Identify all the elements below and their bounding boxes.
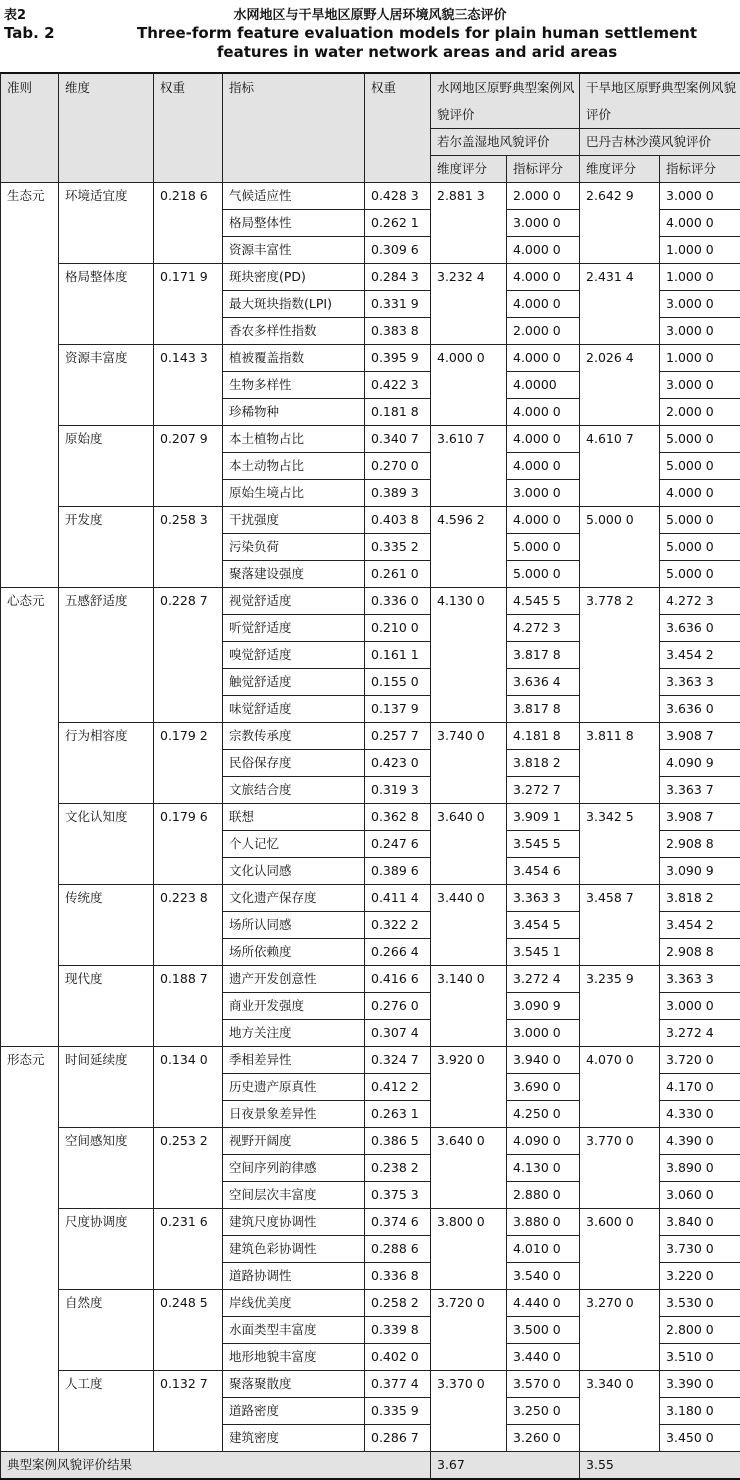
indicator-cell: 地形地貌丰富度 [223, 1344, 365, 1371]
header-arid-case: 巴丹吉林沙漠风貌评价 [580, 129, 740, 156]
header-water-case: 若尔盖湿地风貌评价 [431, 129, 580, 156]
water-indicator-score-cell: 3.000 0 [507, 210, 580, 237]
indicator-cell: 格局整体性 [223, 210, 365, 237]
indicator-weight-cell: 0.340 7 [365, 426, 431, 453]
arid-indicator-score-cell: 4.170 0 [660, 1074, 740, 1101]
arid-indicator-score-cell: 3.818 2 [660, 885, 740, 912]
dimension-cell: 时间延续度 [59, 1047, 154, 1128]
table-row [1, 1371, 740, 1398]
arid-indicator-score-cell: 4.272 3 [660, 588, 740, 615]
indicator-cell: 最大斑块指数(LPI) [223, 291, 365, 318]
indicator-cell: 聚落建设强度 [223, 561, 365, 588]
arid-dimension-score-cell: 3.600 0 [580, 1209, 660, 1290]
water-indicator-score-cell: 3.817 8 [507, 642, 580, 669]
indicator-weight-cell: 0.412 2 [365, 1074, 431, 1101]
indicator-cell: 本土动物占比 [223, 453, 365, 480]
water-indicator-score-cell: 4.000 0 [507, 345, 580, 372]
water-dimension-score-cell: 3.800 0 [431, 1209, 507, 1290]
water-dimension-score-cell: 4.596 2 [431, 507, 507, 588]
arid-dimension-score-cell: 3.340 0 [580, 1371, 660, 1452]
dimension-cell: 资源丰富度 [59, 345, 154, 426]
dimension-cell: 人工度 [59, 1371, 154, 1452]
arid-indicator-score-cell: 3.000 0 [660, 993, 740, 1020]
water-indicator-score-cell: 4.545 5 [507, 588, 580, 615]
arid-indicator-score-cell: 3.000 0 [660, 318, 740, 345]
water-indicator-score-cell: 3.880 0 [507, 1209, 580, 1236]
water-indicator-score-cell: 3.250 0 [507, 1398, 580, 1425]
table-title-en: Three-form feature evaluation models for plain human settlement features in water network areas and arid areas [112, 24, 722, 62]
arid-dimension-score-cell: 3.811 8 [580, 723, 660, 804]
indicator-cell: 季相差异性 [223, 1047, 365, 1074]
water-indicator-score-cell: 4.010 0 [507, 1236, 580, 1263]
indicator-cell: 空间序列韵律感 [223, 1155, 365, 1182]
arid-indicator-score-cell: 3.890 0 [660, 1155, 740, 1182]
water-indicator-score-cell: 3.090 9 [507, 993, 580, 1020]
indicator-weight-cell: 0.374 6 [365, 1209, 431, 1236]
arid-indicator-score-cell: 3.454 2 [660, 912, 740, 939]
arid-dimension-score-cell: 4.610 7 [580, 426, 660, 507]
dimension-weight-cell: 0.228 7 [154, 588, 223, 723]
indicator-cell: 嗅觉舒适度 [223, 642, 365, 669]
dimension-cell: 现代度 [59, 966, 154, 1047]
dimension-weight-cell: 0.143 3 [154, 345, 223, 426]
indicator-cell: 听觉舒适度 [223, 615, 365, 642]
arid-indicator-score-cell: 4.330 0 [660, 1101, 740, 1128]
indicator-weight-cell: 0.247 6 [365, 831, 431, 858]
arid-dimension-score-cell: 2.642 9 [580, 183, 660, 264]
water-indicator-score-cell: 3.545 5 [507, 831, 580, 858]
dimension-weight-cell: 0.188 7 [154, 966, 223, 1047]
indicator-weight-cell: 0.238 2 [365, 1155, 431, 1182]
arid-dimension-score-cell: 3.458 7 [580, 885, 660, 966]
water-dimension-score-cell: 3.140 0 [431, 966, 507, 1047]
dimension-weight-cell: 0.248 5 [154, 1290, 223, 1371]
table-number-en: Tab. 2 [4, 24, 55, 42]
arid-indicator-score-cell: 5.000 0 [660, 561, 740, 588]
indicator-weight-cell: 0.335 9 [365, 1398, 431, 1425]
arid-indicator-score-cell: 3.510 0 [660, 1344, 740, 1371]
header-water-ind-score: 指标评分 [507, 156, 580, 183]
dimension-cell: 空间感知度 [59, 1128, 154, 1209]
criterion-cell: 生态元 [1, 183, 59, 588]
dimension-cell: 行为相容度 [59, 723, 154, 804]
indicator-weight-cell: 0.322 2 [365, 912, 431, 939]
water-indicator-score-cell: 3.454 5 [507, 912, 580, 939]
indicator-cell: 珍稀物种 [223, 399, 365, 426]
table-body [1, 183, 740, 1480]
header-arid-dim-score: 维度评分 [580, 156, 660, 183]
indicator-cell: 气候适应性 [223, 183, 365, 210]
water-indicator-score-cell: 3.260 0 [507, 1425, 580, 1452]
indicator-weight-cell: 0.270 0 [365, 453, 431, 480]
arid-dimension-score-cell: 5.000 0 [580, 507, 660, 588]
arid-dimension-score-cell: 4.070 0 [580, 1047, 660, 1128]
indicator-weight-cell: 0.339 8 [365, 1317, 431, 1344]
indicator-weight-cell: 0.395 9 [365, 345, 431, 372]
arid-dimension-score-cell: 2.026 4 [580, 345, 660, 426]
water-indicator-score-cell: 4.000 0 [507, 264, 580, 291]
dimension-cell: 开发度 [59, 507, 154, 588]
indicator-weight-cell: 0.403 8 [365, 507, 431, 534]
indicator-cell: 民俗保存度 [223, 750, 365, 777]
water-indicator-score-cell: 3.570 0 [507, 1371, 580, 1398]
arid-indicator-score-cell: 4.090 9 [660, 750, 740, 777]
header-water-group: 水网地区原野典型案例风貌评价 [431, 73, 580, 129]
dimension-weight-cell: 0.179 6 [154, 804, 223, 885]
indicator-weight-cell: 0.210 0 [365, 615, 431, 642]
criterion-cell: 形态元 [1, 1047, 59, 1452]
arid-indicator-score-cell: 3.908 7 [660, 723, 740, 750]
water-dimension-score-cell: 3.640 0 [431, 1128, 507, 1209]
water-indicator-score-cell: 4.0000 [507, 372, 580, 399]
indicator-weight-cell: 0.324 7 [365, 1047, 431, 1074]
arid-indicator-score-cell: 5.000 0 [660, 507, 740, 534]
dimension-cell: 自然度 [59, 1290, 154, 1371]
water-dimension-score-cell: 3.920 0 [431, 1047, 507, 1128]
dimension-weight-cell: 0.134 0 [154, 1047, 223, 1128]
water-indicator-score-cell: 3.454 6 [507, 858, 580, 885]
water-dimension-score-cell: 3.440 0 [431, 885, 507, 966]
total-row [1, 1452, 740, 1480]
indicator-cell: 商业开发强度 [223, 993, 365, 1020]
indicator-cell: 个人记忆 [223, 831, 365, 858]
dimension-weight-cell: 0.231 6 [154, 1209, 223, 1290]
indicator-cell: 历史遗产原真性 [223, 1074, 365, 1101]
water-indicator-score-cell: 4.440 0 [507, 1290, 580, 1317]
total-water-score: 3.67 [431, 1452, 580, 1480]
table-number-cn: 表2 [4, 4, 26, 23]
dimension-cell: 环境适宜度 [59, 183, 154, 264]
water-indicator-score-cell: 4.000 0 [507, 426, 580, 453]
arid-indicator-score-cell: 3.060 0 [660, 1182, 740, 1209]
indicator-weight-cell: 0.383 8 [365, 318, 431, 345]
water-dimension-score-cell: 3.740 0 [431, 723, 507, 804]
water-indicator-score-cell: 2.000 0 [507, 318, 580, 345]
indicator-weight-cell: 0.362 8 [365, 804, 431, 831]
indicator-weight-cell: 0.389 3 [365, 480, 431, 507]
indicator-cell: 污染负荷 [223, 534, 365, 561]
arid-indicator-score-cell: 3.090 9 [660, 858, 740, 885]
indicator-cell: 斑块密度(PD) [223, 264, 365, 291]
indicator-weight-cell: 0.288 6 [365, 1236, 431, 1263]
water-dimension-score-cell: 3.370 0 [431, 1371, 507, 1452]
water-indicator-score-cell: 4.272 3 [507, 615, 580, 642]
indicator-cell: 道路密度 [223, 1398, 365, 1425]
indicator-cell: 植被覆盖指数 [223, 345, 365, 372]
arid-dimension-score-cell: 3.778 2 [580, 588, 660, 723]
indicator-cell: 原始生境占比 [223, 480, 365, 507]
header-indicator-weight: 权重 [365, 73, 431, 183]
dimension-weight-cell: 0.171 9 [154, 264, 223, 345]
table-row [1, 1047, 740, 1074]
indicator-cell: 水面类型丰富度 [223, 1317, 365, 1344]
dimension-cell: 尺度协调度 [59, 1209, 154, 1290]
indicator-weight-cell: 0.284 3 [365, 264, 431, 291]
indicator-weight-cell: 0.161 1 [365, 642, 431, 669]
arid-indicator-score-cell: 3.220 0 [660, 1263, 740, 1290]
water-indicator-score-cell: 4.090 0 [507, 1128, 580, 1155]
indicator-cell: 场所依赖度 [223, 939, 365, 966]
indicator-cell: 建筑密度 [223, 1425, 365, 1452]
criterion-cell: 心态元 [1, 588, 59, 1047]
indicator-cell: 视野开阔度 [223, 1128, 365, 1155]
arid-dimension-score-cell: 3.235 9 [580, 966, 660, 1047]
indicator-cell: 空间层次丰富度 [223, 1182, 365, 1209]
table-row [1, 183, 740, 210]
arid-indicator-score-cell: 4.390 0 [660, 1128, 740, 1155]
table-title-cn: 水网地区与干旱地区原野人居环境风貌三态评价 [0, 4, 740, 23]
arid-indicator-score-cell: 4.000 0 [660, 210, 740, 237]
table-row [1, 1128, 740, 1155]
indicator-weight-cell: 0.276 0 [365, 993, 431, 1020]
dimension-weight-cell: 0.218 6 [154, 183, 223, 264]
dimension-cell: 格局整体度 [59, 264, 154, 345]
water-dimension-score-cell: 3.610 7 [431, 426, 507, 507]
indicator-weight-cell: 0.377 4 [365, 1371, 431, 1398]
header-dimension: 维度 [59, 73, 154, 183]
arid-indicator-score-cell: 3.000 0 [660, 291, 740, 318]
indicator-weight-cell: 0.423 0 [365, 750, 431, 777]
dimension-weight-cell: 0.258 3 [154, 507, 223, 588]
indicator-cell: 本土植物占比 [223, 426, 365, 453]
indicator-cell: 建筑色彩协调性 [223, 1236, 365, 1263]
arid-indicator-score-cell: 3.636 0 [660, 615, 740, 642]
dimension-cell: 文化认知度 [59, 804, 154, 885]
water-dimension-score-cell: 3.640 0 [431, 804, 507, 885]
indicator-weight-cell: 0.307 4 [365, 1020, 431, 1047]
arid-indicator-score-cell: 3.363 3 [660, 669, 740, 696]
water-indicator-score-cell: 4.181 8 [507, 723, 580, 750]
indicator-weight-cell: 0.137 9 [365, 696, 431, 723]
water-indicator-score-cell: 3.000 0 [507, 1020, 580, 1047]
header-arid-ind-score: 指标评分 [660, 156, 740, 183]
table-row [1, 264, 740, 291]
indicator-cell: 地方关注度 [223, 1020, 365, 1047]
header-water-dim-score: 维度评分 [431, 156, 507, 183]
indicator-weight-cell: 0.386 5 [365, 1128, 431, 1155]
indicator-weight-cell: 0.428 3 [365, 183, 431, 210]
water-indicator-score-cell: 3.545 1 [507, 939, 580, 966]
water-indicator-score-cell: 4.130 0 [507, 1155, 580, 1182]
arid-indicator-score-cell: 5.000 0 [660, 453, 740, 480]
indicator-weight-cell: 0.263 1 [365, 1101, 431, 1128]
indicator-cell: 触觉舒适度 [223, 669, 365, 696]
indicator-weight-cell: 0.336 8 [365, 1263, 431, 1290]
water-indicator-score-cell: 3.272 4 [507, 966, 580, 993]
dimension-weight-cell: 0.132 7 [154, 1371, 223, 1452]
arid-indicator-score-cell: 3.180 0 [660, 1398, 740, 1425]
indicator-cell: 香农多样性指数 [223, 318, 365, 345]
indicator-weight-cell: 0.309 6 [365, 237, 431, 264]
arid-indicator-score-cell: 3.000 0 [660, 183, 740, 210]
indicator-weight-cell: 0.181 8 [365, 399, 431, 426]
arid-dimension-score-cell: 3.342 5 [580, 804, 660, 885]
table-row [1, 588, 740, 615]
arid-indicator-score-cell: 3.454 2 [660, 642, 740, 669]
arid-indicator-score-cell: 3.730 0 [660, 1236, 740, 1263]
indicator-weight-cell: 0.422 3 [365, 372, 431, 399]
water-indicator-score-cell: 3.817 8 [507, 696, 580, 723]
water-indicator-score-cell: 4.250 0 [507, 1101, 580, 1128]
water-indicator-score-cell: 3.272 7 [507, 777, 580, 804]
water-indicator-score-cell: 3.690 0 [507, 1074, 580, 1101]
table-row [1, 966, 740, 993]
indicator-cell: 生物多样性 [223, 372, 365, 399]
water-dimension-score-cell: 3.720 0 [431, 1290, 507, 1371]
water-indicator-score-cell: 3.500 0 [507, 1317, 580, 1344]
arid-indicator-score-cell: 3.720 0 [660, 1047, 740, 1074]
arid-dimension-score-cell: 2.431 4 [580, 264, 660, 345]
total-arid-score: 3.55 [580, 1452, 740, 1480]
water-indicator-score-cell: 4.000 0 [507, 291, 580, 318]
arid-indicator-score-cell: 3.000 0 [660, 372, 740, 399]
arid-indicator-score-cell: 3.272 4 [660, 1020, 740, 1047]
header-arid-group: 干旱地区原野典型案例风貌评价 [580, 73, 740, 129]
water-indicator-score-cell: 3.636 4 [507, 669, 580, 696]
indicator-cell: 日夜景象差异性 [223, 1101, 365, 1128]
indicator-cell: 建筑尺度协调性 [223, 1209, 365, 1236]
water-indicator-score-cell: 5.000 0 [507, 561, 580, 588]
arid-dimension-score-cell: 3.770 0 [580, 1128, 660, 1209]
water-indicator-score-cell: 4.000 0 [507, 237, 580, 264]
arid-indicator-score-cell: 5.000 0 [660, 426, 740, 453]
water-dimension-score-cell: 4.000 0 [431, 345, 507, 426]
indicator-weight-cell: 0.258 2 [365, 1290, 431, 1317]
arid-indicator-score-cell: 1.000 0 [660, 264, 740, 291]
dimension-cell: 传统度 [59, 885, 154, 966]
indicator-weight-cell: 0.389 6 [365, 858, 431, 885]
indicator-cell: 聚落聚散度 [223, 1371, 365, 1398]
table-row [1, 507, 740, 534]
water-indicator-score-cell: 3.363 3 [507, 885, 580, 912]
indicator-weight-cell: 0.336 0 [365, 588, 431, 615]
indicator-weight-cell: 0.266 4 [365, 939, 431, 966]
indicator-cell: 道路协调性 [223, 1263, 365, 1290]
arid-indicator-score-cell: 2.908 8 [660, 939, 740, 966]
indicator-weight-cell: 0.257 7 [365, 723, 431, 750]
table-row [1, 804, 740, 831]
indicator-weight-cell: 0.286 7 [365, 1425, 431, 1452]
dimension-weight-cell: 0.179 2 [154, 723, 223, 804]
header-indicator: 指标 [223, 73, 365, 183]
water-indicator-score-cell: 3.818 2 [507, 750, 580, 777]
water-indicator-score-cell: 3.909 1 [507, 804, 580, 831]
arid-indicator-score-cell: 3.390 0 [660, 1371, 740, 1398]
indicator-cell: 联想 [223, 804, 365, 831]
indicator-cell: 资源丰富性 [223, 237, 365, 264]
arid-indicator-score-cell: 3.908 7 [660, 804, 740, 831]
water-indicator-score-cell: 3.440 0 [507, 1344, 580, 1371]
indicator-weight-cell: 0.416 6 [365, 966, 431, 993]
table-row [1, 1209, 740, 1236]
indicator-cell: 岸线优美度 [223, 1290, 365, 1317]
indicator-weight-cell: 0.375 3 [365, 1182, 431, 1209]
indicator-cell: 味觉舒适度 [223, 696, 365, 723]
indicator-weight-cell: 0.402 0 [365, 1344, 431, 1371]
indicator-cell: 遗产开发创意性 [223, 966, 365, 993]
dimension-cell: 五感舒适度 [59, 588, 154, 723]
arid-indicator-score-cell: 3.363 3 [660, 966, 740, 993]
arid-indicator-score-cell: 2.908 8 [660, 831, 740, 858]
indicator-weight-cell: 0.411 4 [365, 885, 431, 912]
water-indicator-score-cell: 3.940 0 [507, 1047, 580, 1074]
indicator-cell: 文化遗产保存度 [223, 885, 365, 912]
indicator-weight-cell: 0.319 3 [365, 777, 431, 804]
indicator-cell: 场所认同感 [223, 912, 365, 939]
header-weight: 权重 [154, 73, 223, 183]
table-row [1, 345, 740, 372]
dimension-weight-cell: 0.223 8 [154, 885, 223, 966]
evaluation-table [0, 72, 740, 1480]
indicator-weight-cell: 0.331 9 [365, 291, 431, 318]
water-dimension-score-cell: 3.232 4 [431, 264, 507, 345]
indicator-cell: 文化认同感 [223, 858, 365, 885]
arid-indicator-score-cell: 3.636 0 [660, 696, 740, 723]
arid-indicator-score-cell: 3.840 0 [660, 1209, 740, 1236]
arid-indicator-score-cell: 2.800 0 [660, 1317, 740, 1344]
table-row [1, 426, 740, 453]
total-label: 典型案例风貌评价结果 [1, 1452, 431, 1480]
arid-dimension-score-cell: 3.270 0 [580, 1290, 660, 1371]
table-row [1, 1290, 740, 1317]
indicator-cell: 文旅结合度 [223, 777, 365, 804]
water-indicator-score-cell: 3.540 0 [507, 1263, 580, 1290]
indicator-cell: 视觉舒适度 [223, 588, 365, 615]
arid-indicator-score-cell: 2.000 0 [660, 399, 740, 426]
water-indicator-score-cell: 4.000 0 [507, 507, 580, 534]
indicator-cell: 宗教传承度 [223, 723, 365, 750]
water-indicator-score-cell: 4.000 0 [507, 453, 580, 480]
water-indicator-score-cell: 5.000 0 [507, 534, 580, 561]
dimension-weight-cell: 0.253 2 [154, 1128, 223, 1209]
arid-indicator-score-cell: 1.000 0 [660, 345, 740, 372]
header-criterion: 准则 [1, 73, 59, 183]
water-dimension-score-cell: 2.881 3 [431, 183, 507, 264]
table-caption [0, 0, 740, 70]
indicator-cell: 干扰强度 [223, 507, 365, 534]
water-indicator-score-cell: 2.000 0 [507, 183, 580, 210]
water-indicator-score-cell: 4.000 0 [507, 399, 580, 426]
arid-indicator-score-cell: 3.530 0 [660, 1290, 740, 1317]
indicator-weight-cell: 0.261 0 [365, 561, 431, 588]
indicator-weight-cell: 0.262 1 [365, 210, 431, 237]
table-row [1, 723, 740, 750]
arid-indicator-score-cell: 5.000 0 [660, 534, 740, 561]
water-indicator-score-cell: 2.880 0 [507, 1182, 580, 1209]
arid-indicator-score-cell: 4.000 0 [660, 480, 740, 507]
table-row [1, 885, 740, 912]
arid-indicator-score-cell: 3.450 0 [660, 1425, 740, 1452]
dimension-weight-cell: 0.207 9 [154, 426, 223, 507]
water-indicator-score-cell: 3.000 0 [507, 480, 580, 507]
dimension-cell: 原始度 [59, 426, 154, 507]
indicator-weight-cell: 0.335 2 [365, 534, 431, 561]
indicator-weight-cell: 0.155 0 [365, 669, 431, 696]
arid-indicator-score-cell: 1.000 0 [660, 237, 740, 264]
water-dimension-score-cell: 4.130 0 [431, 588, 507, 723]
arid-indicator-score-cell: 3.363 7 [660, 777, 740, 804]
